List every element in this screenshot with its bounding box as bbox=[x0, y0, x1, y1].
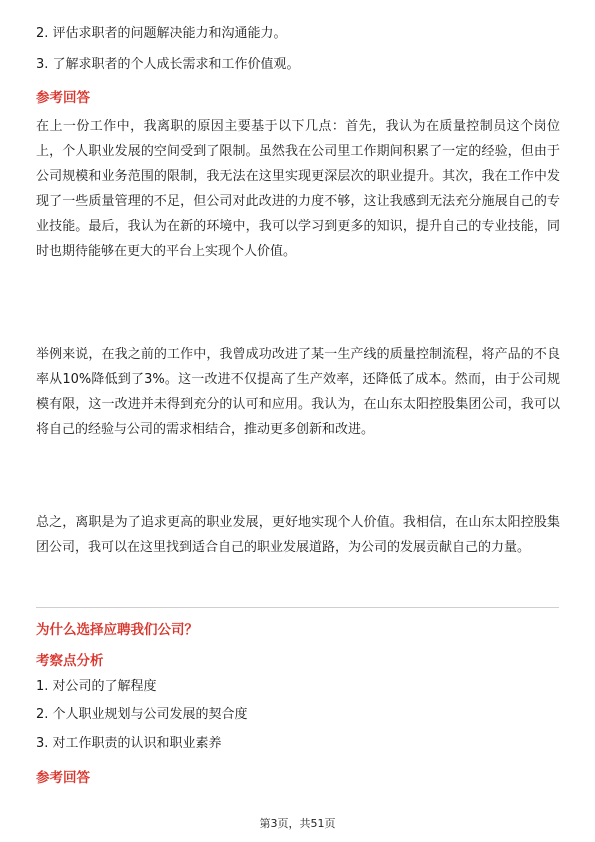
answer-heading: 参考回答 bbox=[36, 90, 90, 106]
list-item: 3. 了解求职者的个人成长需求和工作价值观。 bbox=[36, 57, 300, 72]
list-item: 3. 对工作职责的认识和职业素养 bbox=[36, 736, 222, 751]
question-heading: 为什么选择应聘我们公司？ bbox=[36, 622, 198, 638]
list-item: 1. 对公司的了解程度 bbox=[36, 679, 157, 694]
page-number: 第3页，共51页 bbox=[259, 817, 336, 830]
answer-paragraph: 举例来说，在我之前的工作中，我曾成功改进了某一生产线的质量控制流程，将产品的不良率从10%降低到了3%。这一改进不仅提高了生产效率，还降低了成本。然而，由于公司规模有限，这一改进并未得到充分的认可和应用。我认为，在山东太阳控股集团公司，我可以将自己的经验与公司的需求相结合，推动更多创新和改进。 bbox=[36, 347, 560, 437]
answer-paragraph: 在上一份工作中，我离职的原因主要基于以下几点：首先，我认为在质量控制员这个岗位上，个人职业发展的空间受到了限制。虽然我在公司里工作期间积累了一定的经验，但由于公司规模和业务范围的限制，我无法在这里实现更深层次的职业提升。其次，我在工作中发现了一些质量管理的不足，但公司对此改进的力度不够，这让我感到无法充分施展自己的专业技能。最后，我认为在新的环境中，我可以学习到更多的知识，提升自己的专业技能，同时也期待能够在更大的平台上实现个人价值。 bbox=[36, 119, 560, 259]
answer-heading: 参考回答 bbox=[36, 770, 90, 786]
analysis-heading: 考察点分析 bbox=[36, 653, 104, 669]
section-divider bbox=[36, 607, 559, 608]
list-item: 2. 评估求职者的问题解决能力和沟通能力。 bbox=[36, 26, 287, 41]
answer-paragraph: 总之，离职是为了追求更高的职业发展，更好地实现个人价值。我相信，在山东太阳控股集团公司，我可以在这里找到适合自己的职业发展道路，为公司的发展贡献自己的力量。 bbox=[36, 515, 560, 555]
list-item: 2. 个人职业规划与公司发展的契合度 bbox=[36, 707, 248, 722]
